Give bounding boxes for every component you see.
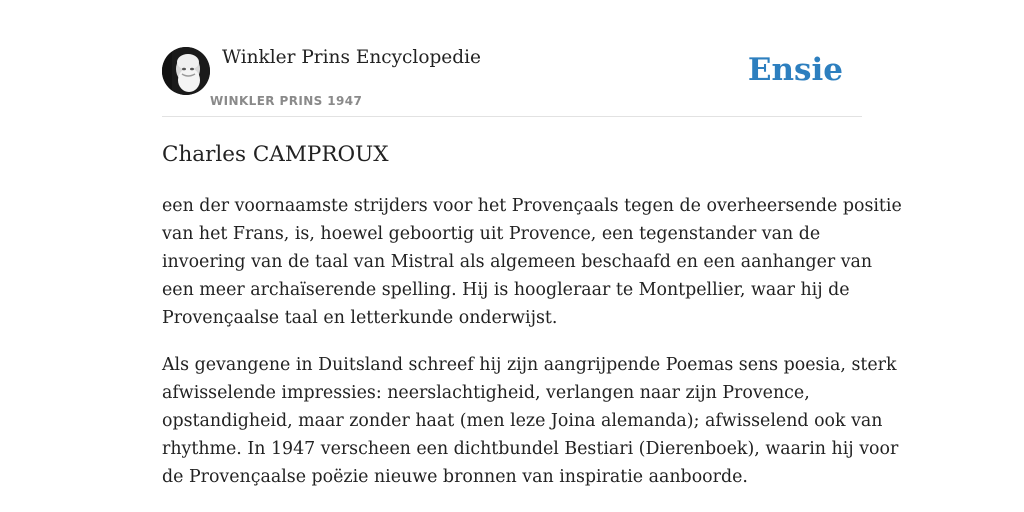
source-title[interactable]: Winkler Prins Encyclopedie: [222, 47, 481, 68]
text-line: een der voornaamste strijders voor het Provençaals tegen de overheersende positie: [162, 196, 902, 216]
text-line: rhythme. In 1947 verscheen een dichtbundel Bestiari (Dierenboek), waarin hij voor: [162, 439, 899, 459]
text-line: invoering van de taal van Mistral als algemeen beschaafd en een aanhanger van: [162, 252, 873, 272]
text-line: van het Frans, is, hoewel geboortig uit Provence, een tegenstander van de: [162, 224, 821, 244]
text-line: de Provençaalse poëzie nieuwe bronnen van inspiratie aanboorde.: [162, 467, 748, 487]
text-line: Als gevangene in Duitsland schreef hij zijn aangrijpende Poemas sens poesia, sterk: [162, 355, 897, 375]
text-line: een meer archaïserende spelling. Hij is hoogleraar te Montpellier, waar hij de: [162, 280, 850, 300]
paragraph-1: [162, 192, 902, 332]
article-title: Charles CAMPROUX: [162, 142, 389, 167]
source-subtitle[interactable]: WINKLER PRINS 1947: [210, 94, 363, 108]
paragraph-2: [162, 351, 899, 491]
bearded-man-portrait-icon: [162, 47, 210, 95]
text-line: afwisselende impressies: neerslachtigheid, verlangen naar zijn Provence,: [162, 383, 810, 403]
source-header: [162, 46, 862, 117]
article-body: [162, 192, 902, 510]
text-line: opstandigheid, maar zonder haat (men leze Joina alemanda); afwisselend ook van: [162, 411, 883, 431]
avatar[interactable]: [162, 47, 210, 95]
text-line: Provençaalse taal en letterkunde onderwijst.: [162, 308, 558, 328]
brand-logo[interactable]: Ensie: [747, 52, 843, 88]
